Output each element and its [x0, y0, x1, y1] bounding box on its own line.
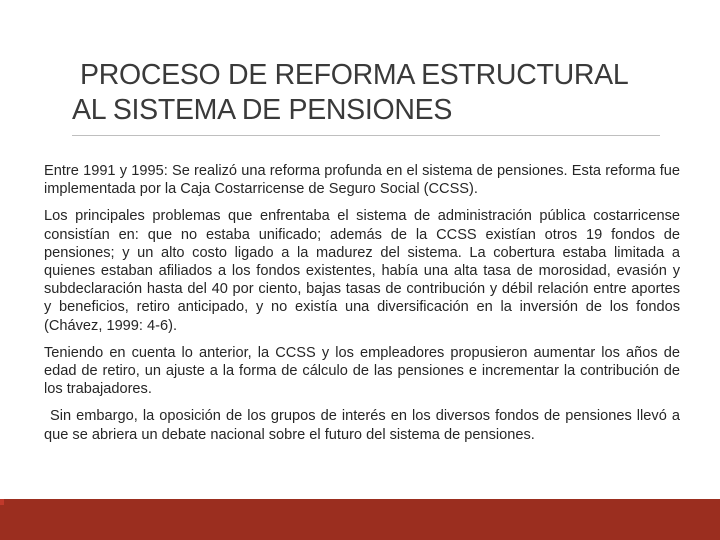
footer-accent [0, 499, 4, 505]
paragraph-main-problems: Los principales problemas que enfrentaba el sistema de administración pública costarricense consistían en: que no estaba unificado; además de la CCSS existían otros 19 fondos de pensiones; y un alto costo ligado a la madurez del sistema. La cobertura estaba limitada a quienes estaban afiliados a los fondos existentes, había una alta tasa de morosidad, evasión y subdeclaración hasta del 40 por ciento, bajas tasas de contribución y débil relación entre aportes y beneficios, retiro anticipado, y no existía una diversificación en la inversión de los fondos (Chávez, 1999: 4-6). [44, 208, 680, 334]
slide-title-line-1: PROCESO DE REFORMA ESTRUCTURAL [80, 59, 629, 91]
slide-title [72, 58, 672, 128]
title-divider [72, 135, 660, 136]
slide-title-line-2: AL SISTEMA DE PENSIONES [72, 94, 453, 126]
paragraph-reform-period: Entre 1991 y 1995: Se realizó una reforma profunda en el sistema de pensiones. Esta reforma fue implementada por la Caja Costarricense de Seguro Social (CCSS). [44, 163, 680, 198]
footer-bar [0, 499, 720, 540]
slide-body [44, 162, 680, 453]
paragraph-opposition: Sin embargo, la oposición de los grupos de interés en los diversos fondos de pensiones llevó a que se abriera un debate nacional sobre el futuro del sistema de pensiones. [44, 408, 680, 443]
paragraph-proposals: Teniendo en cuenta lo anterior, la CCSS y los empleadores propusieron aumentar los años de edad de retiro, un ajuste a la forma de cálculo de las pensiones e incrementar la contribución de los trabajadores. [44, 344, 680, 398]
